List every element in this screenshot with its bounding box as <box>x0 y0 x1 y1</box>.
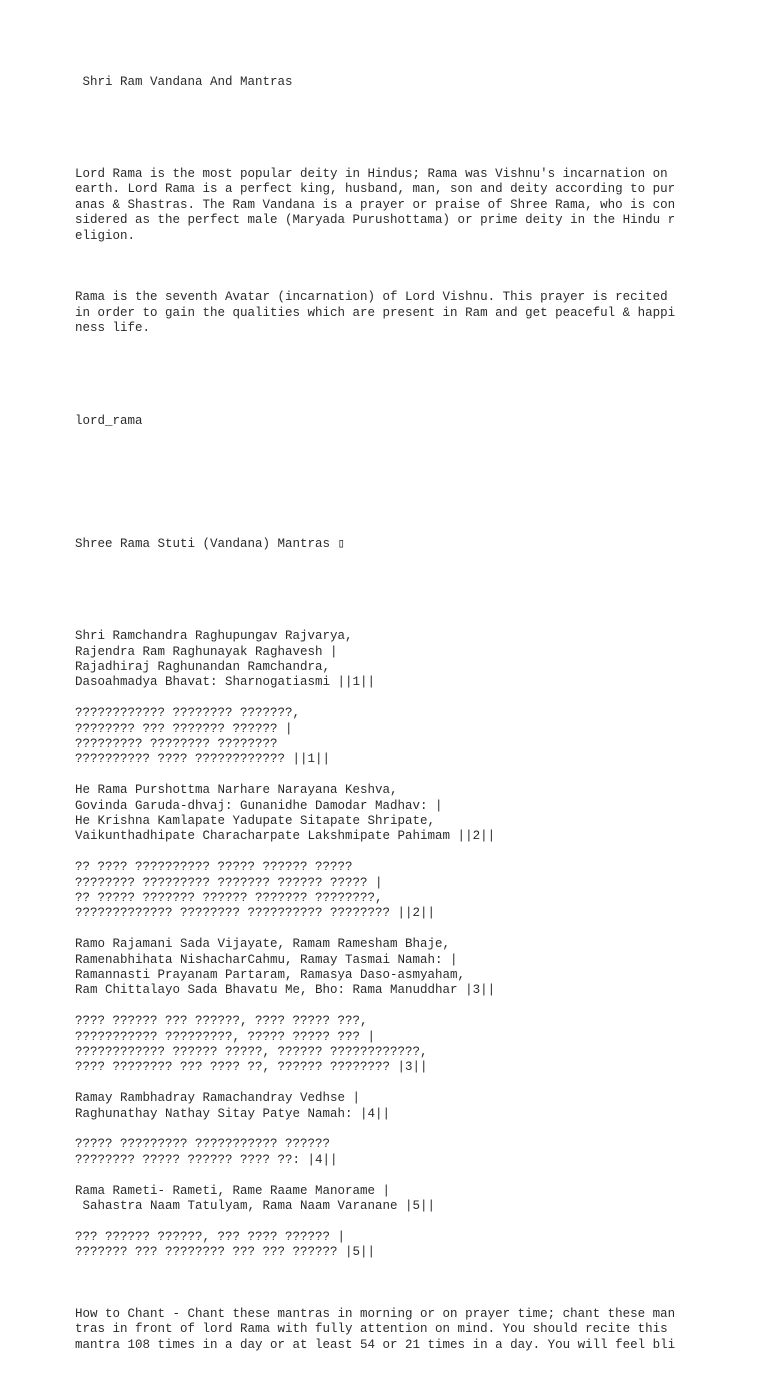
intro-line: anas & Shastras. The Ram Vandana is a prayer or praise of Shree Rama, who is con <box>75 197 676 212</box>
verse-line: Dasoahmadya Bhavat: Sharnogatiasmi ||1|| <box>75 675 376 690</box>
verse-line: Ramay Rambhadray Ramachandray Vedhse | <box>75 1091 361 1106</box>
how-to-chant-line: mantra 108 times in a day or at least 54 or 21 times in a day. You will feel bli <box>75 1337 676 1352</box>
how-to-chant-line: How to Chant - Chant these mantras in morning or on prayer time; chant these man <box>75 1306 676 1321</box>
verse-line: ?? ????? ??????? ?????? ??????? ????????, <box>75 891 383 906</box>
verse-line: ??? ?????? ??????, ??? ???? ?????? | <box>75 1229 346 1244</box>
verse-line: ????????????? ???????? ?????????? ???????? ||2|| <box>75 906 436 921</box>
intro-line: sidered as the perfect male (Maryada Purushottama) or prime deity in the Hindu r <box>75 213 676 228</box>
verse-line: ???? ?????? ??? ??????, ???? ????? ???, <box>75 1014 368 1029</box>
verse-line: ???????????? ???????? ???????, <box>75 706 301 721</box>
verse-block <box>75 1184 755 1215</box>
verse-line: Ramo Rajamani Sada Vijayate, Ramam Ramesham Bhaje, <box>75 937 451 952</box>
page-title-block <box>75 44 755 121</box>
verse-line: Ram Chittalayo Sada Bhavatu Me, Bho: Rama Manuddhar |3|| <box>75 983 496 998</box>
stuti-heading-block <box>75 506 755 583</box>
verse-line: Raghunathay Nathay Sitay Patye Namah: |4|| <box>75 1106 391 1121</box>
document-page <box>75 13 755 1384</box>
verse-line: Rama Rameti- Rameti, Rame Raame Manorame | <box>75 1183 391 1198</box>
verse-line: Sahastra Naam Tatulyam, Rama Naam Varanane |5|| <box>75 1199 436 1214</box>
image-placeholder-block <box>75 383 755 460</box>
verse-line: Rajadhiraj Raghunandan Ramchandra, <box>75 659 331 674</box>
verse-block <box>75 706 755 768</box>
verse-line: Shri Ramchandra Raghupungav Rajvarya, <box>75 629 353 644</box>
verse-line: ???? ???????? ??? ???? ??, ?????? ???????? |3|| <box>75 1060 428 1075</box>
verse-line: Govinda Garuda-dhvaj: Gunanidhe Damodar Madhav: | <box>75 798 443 813</box>
intro-paragraph <box>75 167 755 244</box>
verse-line: ?????????? ???? ???????????? ||1|| <box>75 752 331 767</box>
verse-block <box>75 860 755 922</box>
intro-line: eligion. <box>75 228 136 243</box>
verse-block <box>75 937 755 999</box>
verse-block <box>75 629 755 691</box>
verse-block <box>75 783 755 845</box>
verse-line: Vaikunthadhipate Characharpate Lakshmipate Pahimam ||2|| <box>75 829 496 844</box>
avatar-paragraph <box>75 290 755 336</box>
verse-line: ????????? ???????? ???????? <box>75 737 278 751</box>
verse-line: ????? ????????? ??????????? ?????? <box>75 1137 331 1152</box>
how-to-chant-paragraph <box>75 1307 755 1353</box>
verse-line: ??????? ??? ???????? ??? ??? ?????? |5|| <box>75 1245 376 1260</box>
intro-line: earth. Lord Rama is a perfect king, husband, man, son and deity according to pur <box>75 182 676 197</box>
image-alt-text: lord_rama <box>75 413 143 428</box>
avatar-line: ness life. <box>75 321 151 336</box>
verse-block <box>75 1230 755 1261</box>
verse-block <box>75 1137 755 1168</box>
verse-line: ???????????? ?????? ?????, ?????? ????????????, <box>75 1045 428 1060</box>
verse-block <box>75 1091 755 1122</box>
verse-line: ??????????? ?????????, ????? ????? ??? | <box>75 1029 376 1044</box>
avatar-line: Rama is the seventh Avatar (incarnation) of Lord Vishnu. This prayer is recited <box>75 290 668 305</box>
verse-line: ???????? ??? ??????? ?????? | <box>75 721 293 736</box>
verses-container <box>75 629 755 1261</box>
avatar-line: in order to gain the qualities which are present in Ram and get peaceful & happi <box>75 305 676 320</box>
verse-line: ???????? ????????? ??????? ?????? ????? | <box>75 875 383 890</box>
verse-block <box>75 1014 755 1076</box>
verse-line: Ramenabhihata NishacharCahmu, Ramay Tasmai Namah: | <box>75 952 458 967</box>
verse-line: He Rama Purshottma Narhare Narayana Keshva, <box>75 783 398 798</box>
verse-line: He Krishna Kamlapate Yadupate Sitapate Shripate, <box>75 814 436 829</box>
how-to-chant-line: tras in front of lord Rama with fully attention on mind. You should recite this <box>75 1322 668 1337</box>
verse-line: Rajendra Ram Raghunayak Raghavesh | <box>75 644 338 659</box>
page-title: Shri Ram Vandana And Mantras <box>75 74 293 89</box>
stuti-heading: Shree Rama Stuti (Vandana) Mantras ▯ <box>75 536 346 551</box>
verse-line: ?? ???? ?????????? ????? ?????? ????? <box>75 860 353 875</box>
intro-line: Lord Rama is the most popular deity in Hindus; Rama was Vishnu's incarnation on <box>75 167 668 182</box>
verse-line: ???????? ????? ?????? ???? ??: |4|| <box>75 1152 338 1167</box>
verse-line: Ramannasti Prayanam Partaram, Ramasya Daso-asmyaham, <box>75 968 466 983</box>
